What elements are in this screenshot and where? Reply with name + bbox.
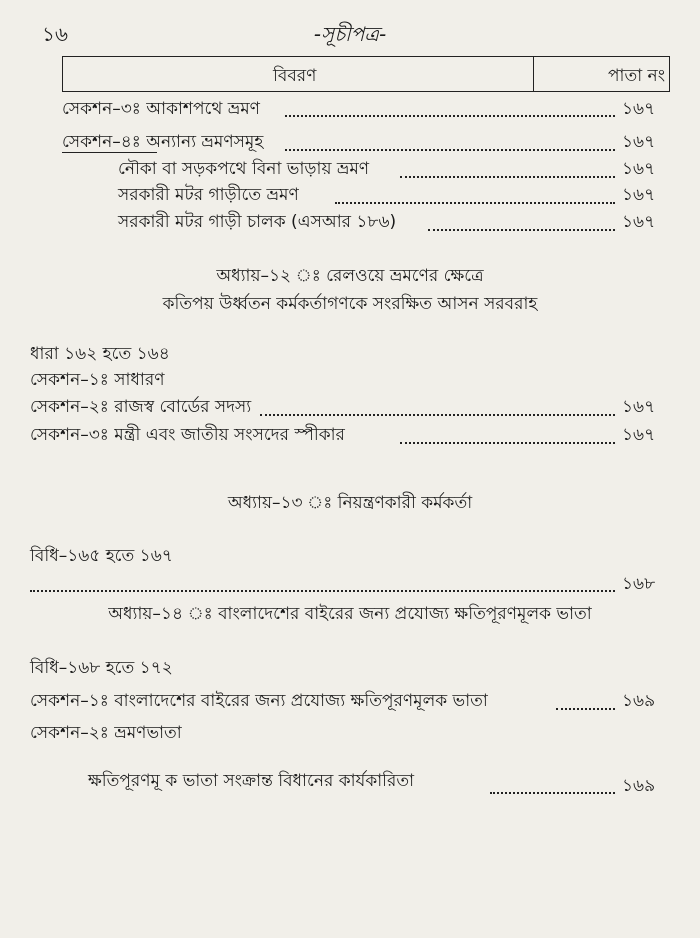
toc-page-number: ১৬৯	[622, 776, 656, 796]
chapter-13-heading: অধ্যায়–১৩ ঃ নিয়ন্ত্রণকারী কর্মকর্তা	[227, 493, 473, 513]
toc-page-number: ১৬৭	[622, 159, 656, 179]
toc-page-number: ১৬৭	[622, 212, 656, 232]
toc-entry-general: সেকশন–১ঃ সাধারণ	[30, 370, 165, 390]
toc-page-number: ১৬৭	[622, 397, 656, 417]
toc-subentry-boat-road: নৌকা বা সড়কপথে বিনা ভাড়ায় ভ্রমণ	[118, 159, 370, 179]
section-range-162-164: ধারা ১৬২ হতে ১৬৪	[30, 344, 170, 364]
chapter-14-heading: অধ্যায়–১৪ ঃ বাংলাদেশের বাইরের জন্য প্রযোজ্য ক্ষতিপূরণমূলক ভাতা	[108, 604, 592, 624]
page-number: ১৬	[42, 22, 68, 46]
toc-subentry-govt-motor: সরকারী মটর গাড়ীতে ভ্রমণ	[118, 185, 299, 205]
toc-entry-section-4: সেকশন–৪ঃ অন্যান্য ভ্রমণসমূহ	[62, 132, 264, 152]
rule-range-165-167: বিধি–১৬৫ হতে ১৬৭	[30, 546, 173, 566]
leader-dots	[285, 149, 615, 151]
toc-entry-travel-allowance: সেকশন–২ঃ ভ্রমণভাতা	[30, 723, 182, 743]
toc-page-number: ১৬৭	[622, 99, 656, 119]
leader-dots	[400, 442, 615, 444]
chapter-12-subheading: কতিপয় উর্ধ্বতন কর্মকর্তাগণকে সংরক্ষিত আসন সরবরাহ	[162, 294, 538, 314]
chapter-12-heading: অধ্যায়–১২ ঃ রেলওয়ে ভ্রমণের ক্ষেত্রে	[216, 266, 484, 286]
heading-underline	[62, 152, 157, 153]
leader-dots	[556, 708, 615, 710]
toc-entry-revenue-board: সেকশন–২ঃ রাজস্ব বোর্ডের সদস্য	[30, 397, 252, 417]
leader-dots	[260, 414, 615, 416]
toc-subentry-driver: সরকারী মটর গাড়ী চালক (এসআর ১৮৬)	[118, 212, 397, 232]
leader-dots	[428, 229, 615, 231]
toc-entry-outside-bangladesh: সেকশন–১ঃ বাংলাদেশের বাইরের জন্য প্রযোজ্য ক্ষতিপূরণমূলক ভাতা	[30, 691, 488, 711]
toc-entry-section-3: সেকশন–৩ঃ আকাশপথে ভ্রমণ	[62, 99, 260, 119]
toc-page-number: ১৬৯	[622, 691, 656, 711]
toc-page-number: ১৬৭	[622, 425, 656, 445]
leader-dots	[490, 792, 615, 794]
page-header-label: পাতা নং	[608, 66, 666, 86]
description-header-label: বিবরণ	[273, 66, 317, 86]
toc-header-box	[62, 56, 670, 92]
rule-range-168-172: বিধি–১৬৮ হতে ১৭২	[30, 658, 173, 678]
toc-page-number: ১৬৭	[622, 185, 656, 205]
description-column-header	[63, 57, 534, 91]
leader-dots	[335, 202, 615, 204]
leader-dots	[400, 176, 615, 178]
leader-dots	[285, 115, 615, 117]
toc-subentry-compensatory-effect: ক্ষতিপূরণমূ ক ভাতা সংক্রান্ত বিধানের কার্যকারিতা	[88, 771, 415, 791]
toc-page-number: ১৬৮	[622, 574, 656, 594]
toc-entry-minister-speaker: সেকশন–৩ঃ মন্ত্রী এবং জাতীয় সংসদের স্পীকার	[30, 425, 345, 445]
toc-page-number: ১৬৭	[622, 132, 656, 152]
page-title: -সূচীপত্র-	[313, 22, 387, 46]
leader-dots	[30, 590, 615, 592]
